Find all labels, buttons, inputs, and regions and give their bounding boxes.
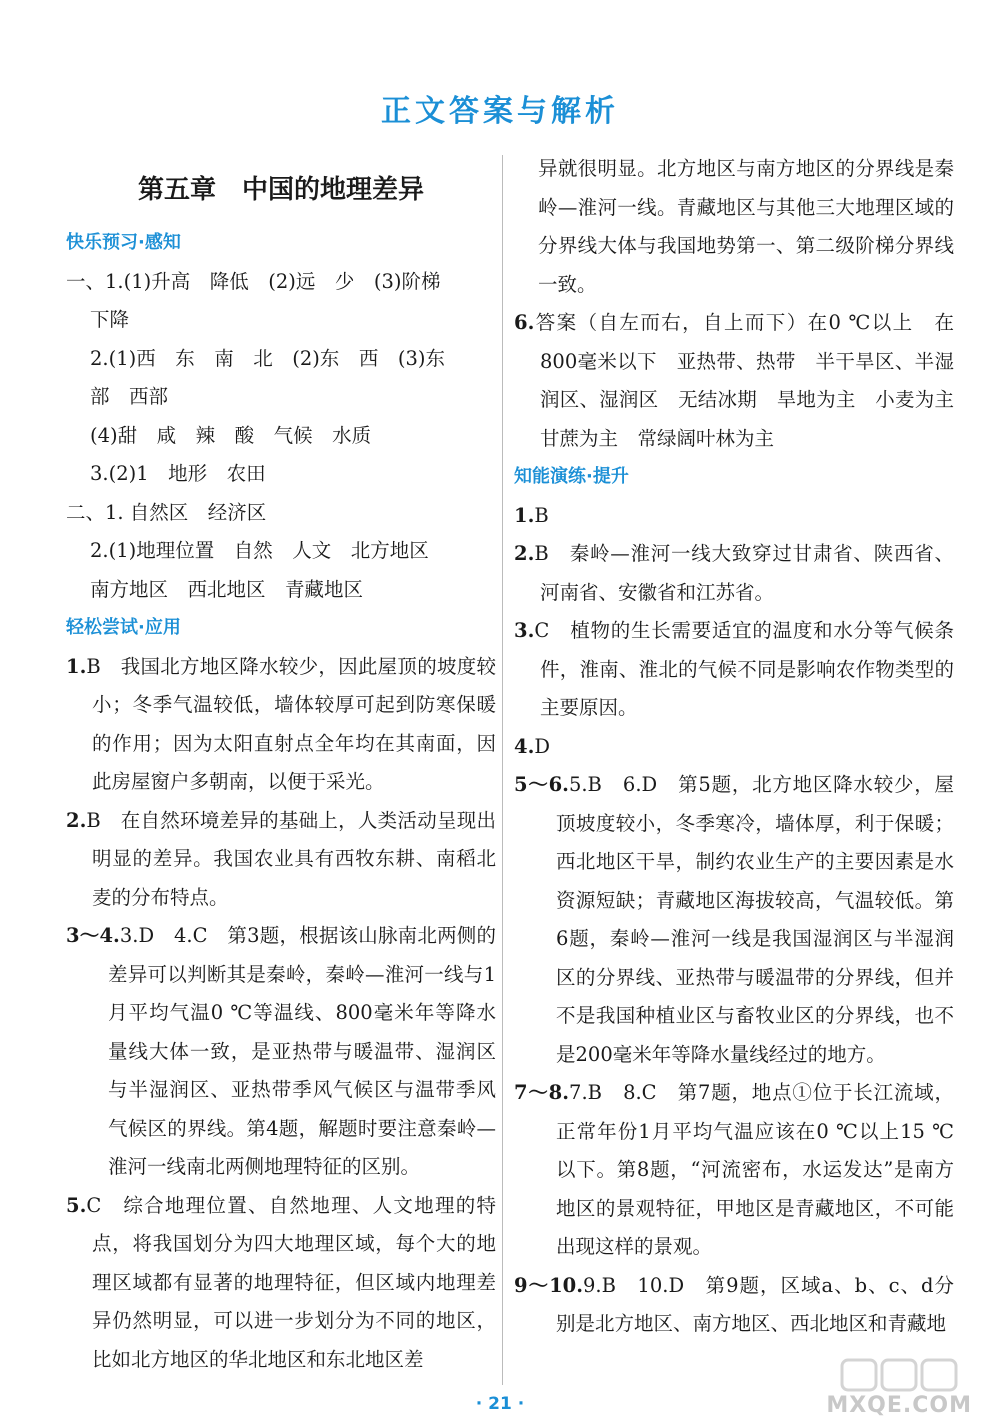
answer-line: 2.(1)地理位置 自然 人文 北方地区 [90,539,429,562]
answer-item: 2.B 在自然环境差异的基础上，人类活动呈现出明显的差异。我国农业具有西牧东耕、南稻北麦的分布特点。 [66,808,496,909]
section-header-preview: 快乐预习·感知 [66,232,181,253]
answer-line: 3.(2)1 地形 农田 [90,462,266,485]
answer-item: 4.D [514,734,550,758]
answer-line: 下降 [90,308,130,331]
answer-item: 5～6.5.B 6.D 第5题，北方地区降水较少，屋顶坡度较小，冬季寒冷，墙体厚，利于保暖；西北地区干旱，制约农业生产的主要因素是水资源短缺；青藏地区海拔较高，气温较低。第6题，秦岭—淮河一线是我国湿润区与半湿润区的分界线、亚热带与暖温带的分界线，但并不是我国种植业区与畜牧业区的分界线，也不是200毫米年等降水量线经过的地方。 [514,773,954,1066]
preview-answers [66,263,496,610]
answer-item: 2.B 秦岭—淮河一线大致穿过甘肃省、陕西省、河南省、安徽省和江苏省。 [514,542,954,604]
watermark-logo [826,1352,986,1422]
answer-item: 9～10.9.B 10.D 第9题，区域a、b、c、d分别是北方地区、南方地区、西北地区和青藏地 [514,1273,954,1335]
answer-item: 1.B [514,503,549,527]
answer-line: 南方地区 西北地区 青藏地区 [90,577,364,601]
answer-item: 6.答案（自左而右，自上而下）在0 ℃以上 在800毫米以下 亚热带、热带 半干旱区、半湿润区、湿润区 无结冰期 旱地为主 小麦为主 甘蔗为主 常绿阔叶林为主 [514,311,974,450]
page-title: 正文答案与解析 [381,94,619,129]
section-header-practice: 知能演练·提升 [514,466,629,487]
answer-item: 7～8.7.B 8.C 第7题，地点①位于长江流域，正常年份1月平均气温应该在0 ℃以上15 ℃以下。第8题，“河流密布，水运发达”是南方地区的景观特征，甲地区是青藏地区，不可能出现这样的景观。 [514,1081,954,1258]
answer-line: (4)甜 咸 辣 酸 气候 水质 [90,423,372,447]
answer-line: 一、1.(1)升高 降低 (2)远 少 (3)阶梯 [66,269,441,293]
page-number: · 21 · [475,1394,525,1414]
answer-line: 部 西部 [90,385,169,408]
answer-item: 5.C 综合地理位置、自然地理、人文地理的特点，将我国划分为四大地理区域，每个大的地理区域都有显著的地理特征，但区域内地理差异仍然明显，可以进一步划分为不同的地区，比如北方地区的华北地区和东北地区差 [66,1193,496,1371]
column-divider [502,155,503,1385]
right-column [514,150,974,1344]
left-column [66,150,496,1379]
answer-line: 2.(1)西 东 南 北 (2)东 西 (3)东 [90,346,445,370]
chapter-title: 第五章 中国的地理差异 [137,175,424,205]
apply-answers [66,648,496,1380]
practice-answers [514,497,954,1344]
answer-item: 3.C 植物的生长需要适宜的温度和水分等气候条件，淮南、淮北的气候不同是影响农作物类型的主要原因。 [514,619,954,719]
answer-item: 3～4.3.D 4.C 第3题，根据该山脉南北两侧的差异可以判断其是秦岭，秦岭—淮河一线与1月平均气温0 ℃等温线、800毫米年等降水量线大体一致，是亚热带与暖温带、湿润区与半湿润区、亚热带季风气候区与温带季风气候区的界线。第4题，解题时要注意秦岭—淮河一线南北两侧地理特征的区别。 [66,924,496,1178]
watermark-text: MXQE.COM [826,1393,972,1418]
answer-item: 1.B 我国北方地区降水较少，因此屋顶的坡度较小；冬季气温较低，墙体较厚可起到防寒保暖的作用；因为太阳直射点全年均在其南面，因此房屋窗户多朝南，以便于采光。 [66,654,496,793]
section-header-apply: 轻松尝试·应用 [66,617,181,638]
answer-line: 二、1. 自然区 经济区 [66,500,267,524]
continuation-text: 异就很明显。北方地区与南方地区的分界线是秦岭—淮河一线。青藏地区与其他三大地理区域的分界线大体与我国地势第一、第二级阶梯分界线一致。 [538,157,954,296]
